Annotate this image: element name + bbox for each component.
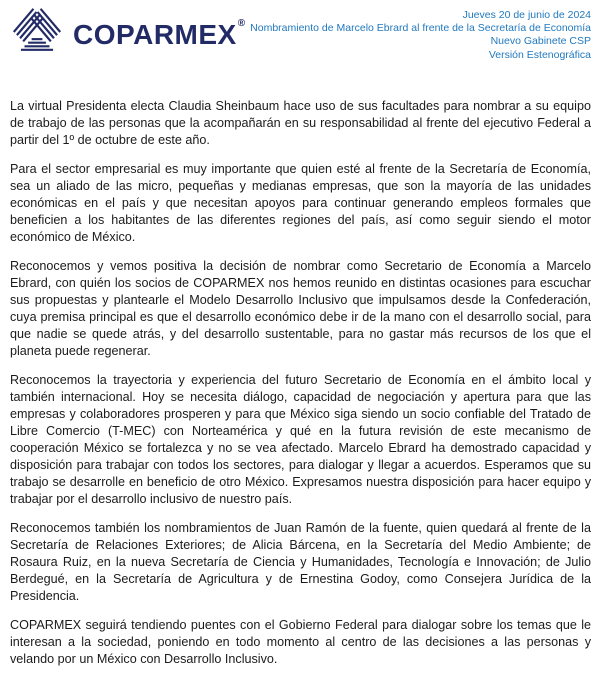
header xyxy=(10,5,591,62)
paragraph-2: Para el sector empresarial es muy importante que quien esté al frente de la Secretaría de Economía, sea un aliado de las micro, pequeñas y medianas empresas, que son la mayoría de las unidades económicas en el país y que necesitan apoyos para continuar generando empleos formales que beneficien a los habitantes de las diferentes regiones del país, así como seguir siendo el motor económico de México. xyxy=(10,161,591,244)
paragraph-3: Reconocemos y vemos positiva la decisión de nombrar como Secretario de Economía a Marcelo Ebrard, con quién los socios de COPARMEX nos hemos reunido en distintas ocasiones para escuchar sus propuestas y plantearle el Modelo Desarrollo Inclusivo que impulsamos desde la Confederación, cuya premisa principal es que el desarrollo económico debe ir de la mano con el desarrollo social, para que nadie se quede atrás, y del desarrollo sustentable, para no gastar más recursos de los que el planeta puede regenerar. xyxy=(10,258,591,358)
paragraph-1: La virtual Presidenta electa Claudia Sheinbaum hace uso de sus facultades para nombrar a su equipo de trabajo de las personas que la acompañarán en su responsabilidad al frente del ejecutivo Federal a partir del 1º de octubre de este año. xyxy=(10,98,591,147)
paragraph-6: COPARMEX seguirá tendiendo puentes con el Gobierno Federal para dialogar sobre los temas que le interesan a la sociedad, poniendo en todo momento al centro de las decisiones a las personas y velando por un México con Desarrollo Inclusivo. xyxy=(10,617,591,666)
document-body xyxy=(10,98,591,668)
meta-cabinet: Nuevo Gabinete CSP xyxy=(490,35,591,48)
brand-name: COPARMEX xyxy=(73,19,237,50)
meta-subject: Nombramiento de Marcelo Ebrard al frente de la Secretaría de Economía xyxy=(250,22,591,35)
brand xyxy=(10,5,246,57)
meta-version: Versión Estenográfica xyxy=(488,48,591,61)
brand-wordmark xyxy=(73,18,246,50)
coparmex-logo-icon xyxy=(10,7,64,57)
header-meta xyxy=(250,5,591,62)
paragraph-4: Reconocemos la trayectoria y experiencia del futuro Secretario de Economía en el ámbito local y también internacional. Hoy se necesita diálogo, capacidad de negociación y apertura para que las empresas y colaboradores prosperen y para que México siga siendo un socio confiable del Tratado de Libre Comercio (T-MEC) con Norteamérica y qué en la futura revisión de este mecanismo de cooperación México se fortalezca y no se vea afectado. Marcelo Ebrard ha demostrado capacidad y disposición para trabajar con todos los sectores, para dialogar y llegar a acuerdos. Esperamos que su trabajo se desarrolle en beneficio de otro México. Expresamos nuestra disposición para hacer equipo y trabajar por el desarrollo inclusivo de nuestro país. xyxy=(10,372,591,506)
paragraph-5: Reconocemos también los nombramientos de Juan Ramón de la fuente, quien quedará al frente de la Secretaría de Relaciones Exteriores; de Alicia Bárcena, en la Secretaría del Medio Ambiente; de Rosaura Ruiz, en la nueva Secretaría de Ciencia y Humanidades, Tecnología e Innovación; de Julio Berdegué, en la Secretaría de Agricultura y de Ernestina Godoy, como Consejera Jurídica de la Presidencia. xyxy=(10,520,591,603)
meta-date: Jueves 20 de junio de 2024 xyxy=(462,9,591,21)
registered-mark: ® xyxy=(237,18,246,29)
